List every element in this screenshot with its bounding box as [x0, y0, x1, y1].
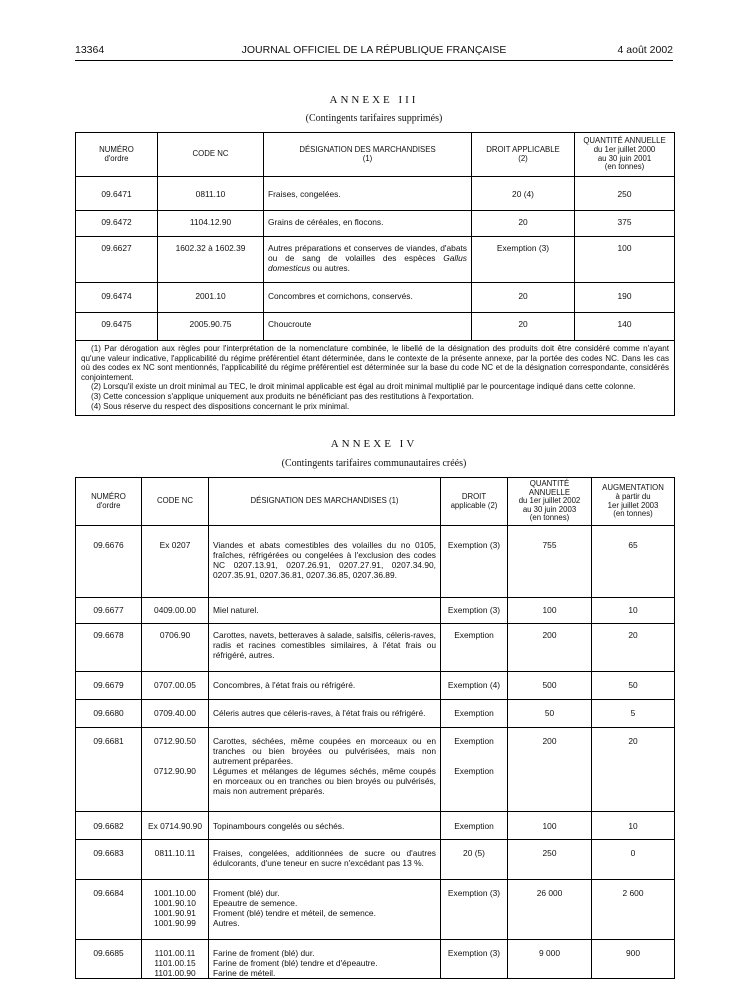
row-designation: Autres préparations et conserves de viandes, d'abats ou de sang de volailles des espèces Gallus domesticus ou autres.	[264, 237, 472, 283]
row-augmentation: 0	[592, 840, 675, 880]
row-code: 2005.90.75	[158, 313, 264, 341]
row-augmentation: 65	[592, 526, 675, 598]
row-designation: Fraises, congelées.	[264, 177, 472, 211]
col-quantite: QUANTITÉ ANNUELLE du 1er juillet 2000 au 30 juin 2001 (en tonnes)	[575, 133, 675, 177]
row-designation: Viandes et abats comestibles des volailles du no 0105, fraîches, réfrigérées ou congelées à l'exclusion des codes NC 0207.13.91, 0207.26.91, 0207.27.91, 0207.34.90, 0207.35.91, 0207.36.81, 0207.36.85, 0207.36.89.	[209, 526, 441, 598]
row-numero: 09.6682	[76, 812, 142, 840]
col-code: CODE NC	[158, 133, 264, 177]
row-quantite: 250	[508, 840, 592, 880]
table-row	[76, 526, 675, 598]
col-designation: DÉSIGNATION DES MARCHANDISES (1)	[264, 133, 472, 177]
row-quantite: 9 000	[508, 940, 592, 979]
row-droit: 20	[472, 313, 575, 341]
row-numero: 09.6627	[76, 237, 158, 283]
publication-date: 4 août 2002	[617, 44, 673, 56]
table-row	[76, 812, 675, 840]
annex3-subtitle: (Contingents tarifaires supprimés)	[305, 113, 443, 124]
row-code: 0709.40.00	[142, 700, 209, 728]
row-numero: 09.6684	[76, 880, 142, 940]
row-code: Ex 0714.90.90	[142, 812, 209, 840]
row-designation: Froment (blé) dur. Epeautre de semence. Froment (blé) tendre et méteil, de semence. Autres.	[209, 880, 441, 940]
col-numero: NUMÉRO d'ordre	[76, 133, 158, 177]
col-droit: DROIT APPLICABLE (2)	[472, 133, 575, 177]
row-augmentation: 10	[592, 812, 675, 840]
row-designation: Concombres, à l'état frais ou réfrigéré.	[209, 672, 441, 700]
row-quantite: 500	[508, 672, 592, 700]
row-augmentation: 20	[592, 728, 675, 812]
row-designation: Grains de céréales, en flocons.	[264, 211, 472, 237]
row-numero: 09.6679	[76, 672, 142, 700]
row-droit: Exemption (3)	[441, 880, 508, 940]
row-quantite: 26 000	[508, 880, 592, 940]
row-code: 1602.32 à 1602.39	[158, 237, 264, 283]
row-quantite: 140	[575, 313, 675, 341]
row-numero: 09.6678	[76, 624, 142, 672]
row-numero: 09.6472	[76, 211, 158, 237]
table-row	[76, 880, 675, 940]
table-row	[76, 624, 675, 672]
col-numero: NUMÉRO d'ordre	[76, 478, 142, 526]
row-quantite: 200	[508, 728, 592, 812]
row-designation: Farine de froment (blé) dur. Farine de froment (blé) tendre et d'épeautre. Farine de méteil.	[209, 940, 441, 979]
annex4-header-row	[76, 478, 675, 526]
row-designation: Topinambours congelés ou séchés.	[209, 812, 441, 840]
row-droit: Exemption (3)	[441, 940, 508, 979]
row-droit: Exemption	[441, 812, 508, 840]
row-code: 0409.00.00	[142, 598, 209, 624]
row-droit: Exemption (3)	[441, 526, 508, 598]
row-numero: 09.6677	[76, 598, 142, 624]
row-augmentation: 20	[592, 624, 675, 672]
row-quantite: 100	[575, 237, 675, 283]
row-code: 0712.90.50 0712.90.90	[142, 728, 209, 812]
row-augmentation: 50	[592, 672, 675, 700]
row-designation: Fraises, congelées, additionnées de sucre ou d'autres édulcorants, d'une teneur en sucre n'excédant pas 13 %.	[209, 840, 441, 880]
row-numero: 09.6685	[76, 940, 142, 979]
row-code: 1104.12.90	[158, 211, 264, 237]
row-numero: 09.6681	[76, 728, 142, 812]
annex3-footnotes	[75, 340, 675, 416]
row-droit: Exemption (3)	[472, 237, 575, 283]
row-droit: 20 (5)	[441, 840, 508, 880]
row-quantite: 50	[508, 700, 592, 728]
row-code: 0706.90	[142, 624, 209, 672]
row-numero: 09.6676	[76, 526, 142, 598]
col-quantite: QUANTITÉ ANNUELLE du 1er juillet 2002 au 30 juin 2003 (en tonnes)	[508, 478, 592, 526]
journal-title: JOURNAL OFFICIEL DE LA RÉPUBLIQUE FRANÇAISE	[241, 44, 507, 56]
row-quantite: 375	[575, 211, 675, 237]
row-droit: Exemption	[441, 700, 508, 728]
footnote: (4) Sous réserve du respect des dispositions concernant le prix minimal.	[91, 401, 350, 411]
row-designation: Carottes, séchées, même coupées en morceaux ou en tranches ou bien broyées ou pulvérisées, mais non autrement préparées. Légumes et mélanges de légumes séchés, même coupés en morceaux ou en tranches ou bien broyés ou pulvérisés, mais non autrement préparés.	[209, 728, 441, 812]
annex3-table	[75, 132, 675, 341]
table-row	[76, 700, 675, 728]
row-droit: Exemption Exemption	[441, 728, 508, 812]
row-code: 0811.10.11	[142, 840, 209, 880]
row-augmentation: 10	[592, 598, 675, 624]
row-droit: Exemption (4)	[441, 672, 508, 700]
row-droit: Exemption (3)	[441, 598, 508, 624]
row-numero: 09.6683	[76, 840, 142, 880]
footnote: (3) Cette concession s'applique uniquement aux produits ne bénéficiant pas des restitutions à l'exportation.	[91, 391, 474, 401]
row-augmentation: 2 600	[592, 880, 675, 940]
table-row	[76, 672, 675, 700]
row-code: 0707.00.05	[142, 672, 209, 700]
row-numero: 09.6471	[76, 177, 158, 211]
row-droit: 20	[472, 283, 575, 313]
row-designation: Choucroute	[264, 313, 472, 341]
row-numero: 09.6474	[76, 283, 158, 313]
row-droit: 20	[472, 211, 575, 237]
row-code: 1001.10.00 1001.90.10 1001.90.91 1001.90.99	[142, 880, 209, 940]
table-row	[76, 840, 675, 880]
row-quantite: 250	[575, 177, 675, 211]
footnote: (2) Lorsqu'il existe un droit minimal au TEC, le droit minimal applicable est égal au droit minimal multiplié par le pourcentage indiqué dans cette colonne.	[91, 382, 636, 392]
row-designation: Miel naturel.	[209, 598, 441, 624]
annex3-header-row	[76, 133, 675, 177]
header-rule	[75, 60, 673, 61]
table-row	[76, 313, 675, 341]
row-augmentation: 900	[592, 940, 675, 979]
table-row	[76, 177, 675, 211]
annex4-subtitle: (Contingents tarifaires communautaires créés)	[281, 458, 467, 469]
row-designation: Carottes, navets, betteraves à salade, salsifis, céleris-raves, radis et racines comestibles similaires, à l'état frais ou réfrigéré, autres.	[209, 624, 441, 672]
row-quantite: 100	[508, 812, 592, 840]
row-augmentation: 5	[592, 700, 675, 728]
row-code: Ex 0207	[142, 526, 209, 598]
row-numero: 09.6680	[76, 700, 142, 728]
row-droit: Exemption	[441, 624, 508, 672]
row-quantite: 100	[508, 598, 592, 624]
row-designation: Céleris autres que céleris-raves, à l'état frais ou réfrigéré.	[209, 700, 441, 728]
table-row	[76, 283, 675, 313]
col-designation: DÉSIGNATION DES MARCHANDISES (1)	[209, 478, 441, 526]
table-row	[76, 211, 675, 237]
page-header	[75, 44, 673, 60]
col-droit: DROIT applicable (2)	[441, 478, 508, 526]
row-numero: 09.6475	[76, 313, 158, 341]
row-droit: 20 (4)	[472, 177, 575, 211]
annex4-table	[75, 477, 675, 979]
row-code: 2001.10	[158, 283, 264, 313]
annex3-title: ANNEXE III	[329, 94, 419, 106]
table-row	[76, 728, 675, 812]
row-quantite: 200	[508, 624, 592, 672]
footnote: (1) Par dérogation aux règles pour l'interprétation de la nomenclature combinée, le libellé de la désignation des produits doit être considéré comme n'ayant qu'une valeur indicative, l'applicabilité du régime préférentiel étant déterminée, dans le contexte de la présente annexe, par la portée des codes NC. Dans les cas où des codes ex NC sont mentionnés, l'applicabilité du régime préférentiel est déterminée sur la base du code NC et de la désignation correspondante, considérés conjointement.	[81, 344, 669, 382]
page-number: 13364	[75, 44, 105, 56]
annex4-title: ANNEXE IV	[330, 438, 418, 450]
col-code: CODE NC	[142, 478, 209, 526]
row-quantite: 755	[508, 526, 592, 598]
row-code: 1101.00.11 1101.00.15 1101.00.90	[142, 940, 209, 979]
table-row	[76, 237, 675, 283]
row-code: 0811.10	[158, 177, 264, 211]
table-row	[76, 598, 675, 624]
table-row	[76, 940, 675, 979]
col-augmentation: AUGMENTATION à partir du 1er juillet 2003 (en tonnes)	[592, 478, 675, 526]
row-designation: Concombres et cornichons, conservés.	[264, 283, 472, 313]
row-quantite: 190	[575, 283, 675, 313]
